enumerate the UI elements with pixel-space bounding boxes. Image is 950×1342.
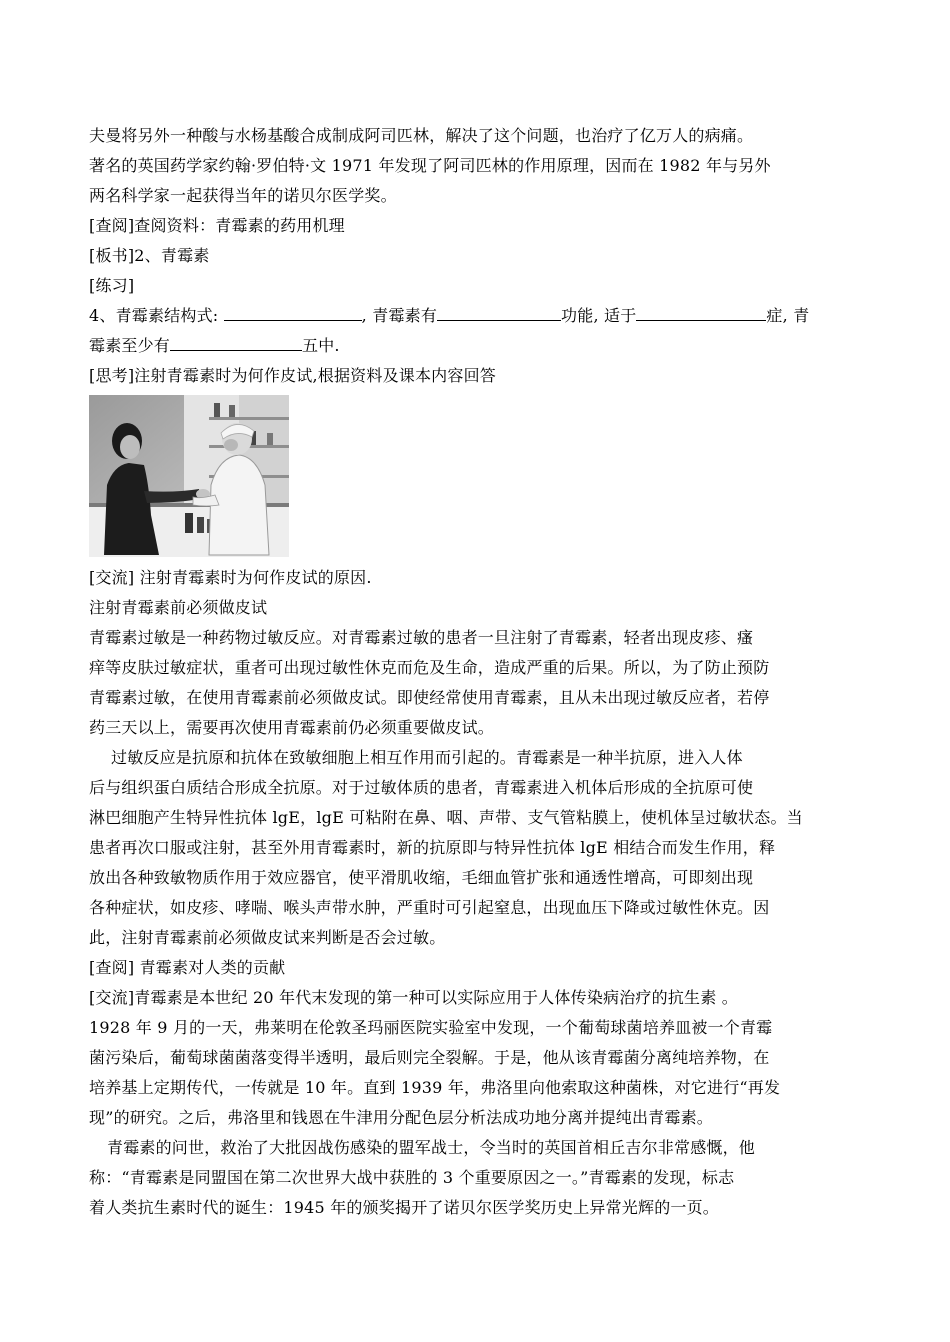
text-line: 菌污染后，葡萄球菌菌落变得半透明，最后则完全裂解。于是，他从该青霉菌分离纯培养物，在 — [89, 1048, 770, 1067]
text-line: 后与组织蛋白质结合形成全抗原。对于过敏体质的患者，青霉素进入机体后形成的全抗原可使 — [89, 778, 754, 797]
exercise-text: 五中. — [302, 336, 340, 355]
text-line: 1928 年 9 月的一天，弗莱明在伦敦圣玛丽医院实验室中发现，一个葡萄球菌培养皿被一个青霉 — [89, 1018, 773, 1037]
text-line: 药三天以上，需要再次使用青霉素前仍必须重要做皮试。 — [89, 718, 495, 737]
text-line: [交流]青霉素是本世纪 20 年代末发现的第一种可以实际应用于人体传染病治疗的抗生素 。 — [89, 988, 738, 1007]
paragraph-first-line: 过敏反应是抗原和抗体在致敏细胞上相互作用而引起的。青霉素是一种半抗原，进入人体 — [111, 748, 743, 767]
exercise-text: 霉素至少有 — [89, 336, 171, 355]
heading-review: [查阅]查阅资料：青霉素的药用机理 — [89, 216, 345, 235]
text-line: 培养基上定期传代，一传就是 10 年。直到 1939 年，弗洛里向他索取这种菌株，对它进行“再发 — [89, 1078, 781, 1097]
text-line: 此，注射青霉素前必须做皮试来判断是否会过敏。 — [89, 928, 446, 947]
answer-blank[interactable] — [224, 304, 362, 321]
exercise-line-1 — [89, 301, 863, 331]
text-line: 青霉素过敏是一种药物过敏反应。对青霉素过敏的患者一旦注射了青霉素，轻者出现皮疹、瘙 — [89, 628, 754, 647]
text-line: 各种症状，如皮疹、哮喘、喉头声带水肿，严重时可引起窒息，出现血压下降或过敏性休克。因 — [89, 898, 770, 917]
text-line: 着人类抗生素时代的诞生：1945 年的颁奖揭开了诺贝尔医学奖历史上异常光辉的一页。 — [89, 1198, 720, 1217]
answer-blank[interactable] — [437, 304, 561, 321]
skin-test-photo — [89, 395, 289, 557]
exercise-text: 功能, 适于 — [561, 306, 637, 325]
text-line: 放出各种致敏物质作用于效应器官，使平滑肌收缩，毛细血管扩张和通透性增高，可即刻出现 — [89, 868, 754, 887]
text-line: 夫曼将另外一种酸与水杨基酸合成制成阿司匹林，解决了这个问题，也治疗了亿万人的病痛。 — [89, 126, 754, 145]
text-line: 淋巴细胞产生特异性抗体 lgE，lgE 可粘附在鼻、咽、声带、支气管粘膜上，使机体呈过敏状态。当 — [89, 808, 803, 827]
text-line: 青霉素过敏，在使用青霉素前必须做皮试。即使经常使用青霉素，且从未出现过敏反应者，若停 — [89, 688, 770, 707]
text-line: 著名的英国药学家约翰·罗伯特·文 1971 年发现了阿司匹林的作用原理，因而在 1982 年与另外 — [89, 156, 771, 175]
text-line: 两名科学家一起获得当年的诺贝尔医学奖。 — [89, 186, 397, 205]
exercise-text: , 青霉素有 — [361, 306, 438, 325]
text-line: 患者再次口服或注射，甚至外用青霉素时，新的抗原即与特异性抗体 lgE 相结合而发生作用，释 — [89, 838, 776, 857]
text-line: 痒等皮肤过敏症状，重者可出现过敏性休克而危及生命，造成严重的后果。所以，为了防止预防 — [89, 658, 770, 677]
text-line: 现”的研究。之后，弗洛里和钱恩在牛津用分配色层分析法成功地分离并提纯出青霉素。 — [89, 1108, 713, 1127]
answer-blank[interactable] — [636, 304, 766, 321]
subheading: 注射青霉素前必须做皮试 — [89, 598, 268, 617]
document-page — [89, 121, 863, 1223]
exercise-text: 症, 青 — [766, 306, 810, 325]
answer-blank[interactable] — [170, 334, 302, 351]
paragraph-first-line: 青霉素的问世，救治了大批因战伤感染的盟军战士，令当时的英国首相丘吉尔非常感慨，他 — [107, 1138, 756, 1157]
text-line: 称：“青霉素是同盟国在第二次世界大战中获胜的 3 个重要原因之一。”青霉素的发现，标志 — [89, 1168, 735, 1187]
photo-illustration — [89, 395, 289, 557]
heading-exercise: [练习] — [89, 276, 135, 295]
heading-review: [查阅] 青霉素对人类的贡献 — [89, 958, 286, 977]
heading-exchange: [交流] 注射青霉素时为何作皮试的原因. — [89, 568, 372, 587]
heading-board: [板书]2、青霉素 — [89, 246, 210, 265]
heading-think: [思考]注射青霉素时为何作皮试,根据资料及课本内容回答 — [89, 366, 496, 385]
exercise-text: 4、青霉素结构式: — [89, 306, 224, 325]
exercise-line-2 — [89, 331, 863, 361]
